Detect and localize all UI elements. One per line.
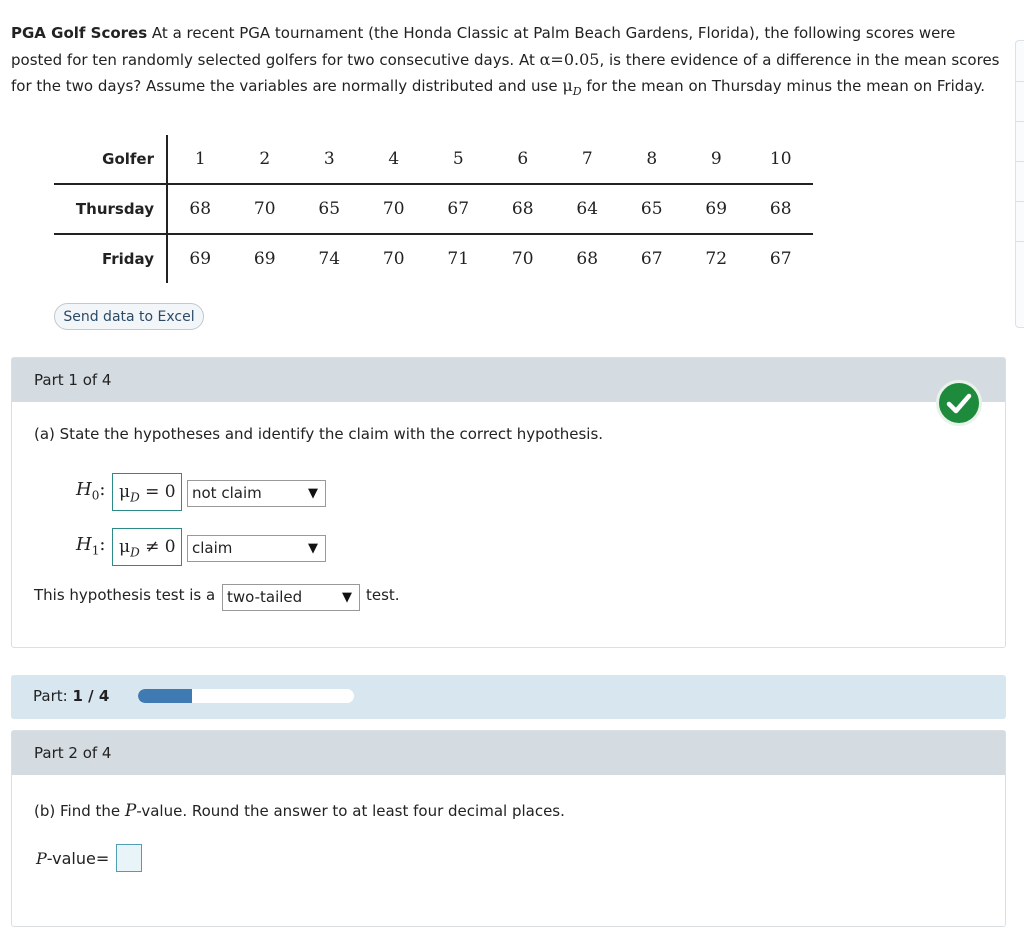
progress-bar-fill: [138, 689, 192, 703]
golfer-7: 7: [555, 135, 620, 184]
test-type-value: two-tailed: [227, 588, 303, 606]
golfer-10: 10: [749, 135, 814, 184]
progress-strip: [11, 675, 1006, 719]
friday-score: 72: [705, 249, 728, 269]
table-row-friday: [54, 234, 813, 283]
h0-label: $H_0$:: [76, 479, 106, 503]
row-header-friday: Friday: [54, 234, 167, 283]
problem-text-1: At a recent PGA tournament (the Honda Classic at Palm Beach Gardens, Florida), the following scores were posted for ten randomly selected golfers for two consecutive days. At: [11, 24, 956, 69]
golfer-4: 4: [362, 135, 427, 184]
thursday-score: 65: [297, 184, 362, 234]
table-row-golfer: [54, 135, 813, 184]
problem-text-3: for the mean on Thursday minus the mean on Friday.: [581, 77, 986, 95]
thursday-score: 68: [491, 184, 556, 234]
side-panel-divider: [1016, 241, 1024, 242]
problem-statement: [11, 21, 1006, 105]
mu-symbol: μ: [562, 76, 573, 95]
golfer-1: 1: [167, 135, 233, 184]
friday-score: 71: [447, 249, 470, 269]
thursday-score: 68: [749, 184, 814, 234]
h0-answer-box[interactable]: $\mu_D = 0$: [112, 473, 182, 511]
pvalue-label: P-value=: [36, 849, 110, 868]
h1-label: $H_1$:: [76, 534, 106, 558]
friday-score: 69: [189, 249, 212, 269]
side-panel-divider: [1016, 81, 1024, 82]
golfer-9: 9: [684, 135, 749, 184]
triangle-down-icon: ▼: [342, 590, 352, 605]
friday-score: 67: [769, 249, 792, 269]
mu-subscript: D: [572, 85, 582, 98]
pvalue-input[interactable]: [116, 844, 142, 872]
check-circle-icon: [936, 380, 982, 426]
row-header-thursday: Thursday: [54, 184, 167, 234]
side-panel-divider: [1016, 201, 1024, 202]
friday-score: 74: [318, 249, 341, 269]
thursday-score: 68: [167, 184, 233, 234]
golfer-8: 8: [620, 135, 685, 184]
thursday-score: 65: [620, 184, 685, 234]
test-suffix-text: test.: [366, 586, 400, 604]
triangle-down-icon: ▼: [308, 486, 318, 501]
part-2-header: Part 2 of 4: [12, 731, 1005, 775]
test-type-select[interactable]: [222, 584, 360, 611]
side-panel-divider: [1016, 121, 1024, 122]
thursday-score: 70: [362, 184, 427, 234]
h1-claim-value: claim: [192, 539, 233, 557]
thursday-score: 67: [426, 184, 491, 234]
thursday-score: 70: [233, 184, 298, 234]
table-row-thursday: [54, 184, 813, 234]
h1-claim-select[interactable]: [187, 535, 326, 562]
problem-title: PGA Golf Scores: [11, 24, 148, 42]
golfer-2: 2: [233, 135, 298, 184]
triangle-down-icon: ▼: [308, 541, 318, 556]
friday-score: 70: [511, 249, 534, 269]
friday-score: 68: [576, 249, 599, 269]
friday-score: 70: [382, 249, 405, 269]
golfer-6: 6: [491, 135, 556, 184]
h0-claim-value: not claim: [192, 484, 262, 502]
part-2-panel: [11, 730, 1006, 927]
check-mark-icon: [939, 383, 979, 423]
row-header-golfer: Golfer: [54, 135, 167, 184]
part-1-instruction: (a) State the hypotheses and identify the claim with the correct hypothesis.: [34, 425, 604, 443]
part-1-header: Part 1 of 4: [12, 358, 1005, 402]
part-2-instruction: (b) Find the P-value. Round the answer to at least four decimal places.: [34, 801, 565, 821]
h0-claim-select[interactable]: [187, 480, 326, 507]
friday-score: 69: [253, 249, 276, 269]
golf-scores-table: [54, 135, 813, 283]
friday-score: 67: [640, 249, 663, 269]
problem-text-2: , is there evidence of a difference in the mean scores for the two days? Assume the variables are normally distributed and use: [11, 50, 1000, 95]
progress-bar: [138, 689, 354, 703]
side-panel-divider: [1016, 161, 1024, 162]
test-prefix-text: This hypothesis test is a: [34, 586, 216, 604]
progress-label: Part: 1 / 4: [33, 687, 110, 705]
h1-answer-box[interactable]: $\mu_D \ne 0$: [112, 528, 182, 566]
golfer-3: 3: [297, 135, 362, 184]
alpha-value: α=0.05: [539, 49, 600, 69]
thursday-score: 64: [555, 184, 620, 234]
side-tool-panel[interactable]: [1015, 40, 1024, 328]
send-to-excel-button[interactable]: Send data to Excel: [54, 303, 204, 330]
thursday-score: 69: [684, 184, 749, 234]
golfer-5: 5: [426, 135, 491, 184]
